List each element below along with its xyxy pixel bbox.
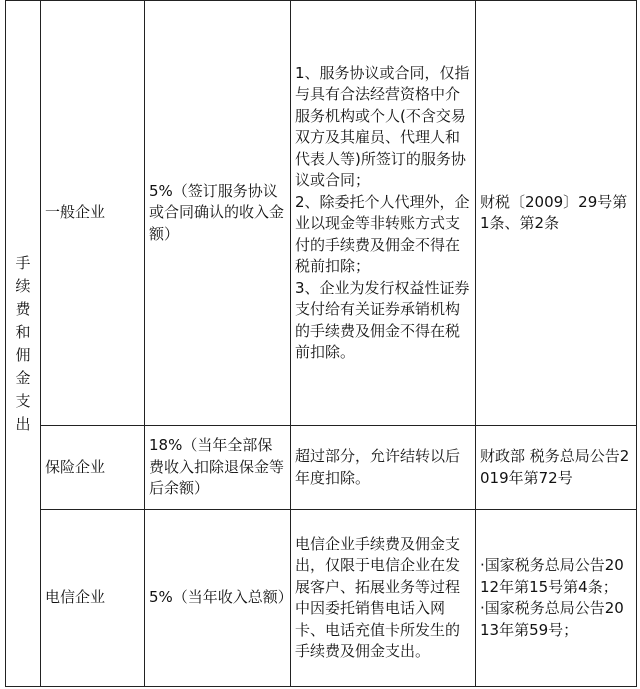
legal-basis-item: ·国家税务总局公告2013年第59号； [480,599,624,639]
legal-basis-cell [476,510,637,687]
description-cell [291,1,476,426]
legal-basis-item: 财税〔2009〕29号第1条、第2条 [480,192,628,232]
deduction-rate-cell: 18%（当年全部保费收入扣除退保金等后余额） [145,426,291,510]
category-label: 手续费和佣金支出 [15,253,31,433]
deduction-rate-cell: 5%（签订服务协议或合同确认的收入金额） [145,1,291,426]
deduction-rate-cell: 5%（当年收入总额） [145,510,291,687]
legal-basis-item: ·国家税务总局公告2012年第15号第4条； [480,556,624,596]
description-cell [291,426,476,510]
enterprise-type-cell: 保险企业 [41,426,145,510]
legal-basis-cell [476,426,637,510]
category-cell [6,1,41,687]
description-cell [291,510,476,687]
description-item: 电信企业手续费及佣金支出，仅限于电信企业在发展客户、拓展业务等过程中因委托销售电话入网卡、电话充值卡所发生的手续费及佣金支出。 [295,534,461,660]
enterprise-type-cell: 一般企业 [41,1,145,426]
legal-basis-item: 财政部 税务总局公告2019年第72号 [480,447,630,487]
legal-basis-cell [476,1,637,426]
table-row [6,426,637,510]
expense-table [5,0,637,687]
table-row [6,510,637,687]
description-item: 超过部分，允许结转以后年度扣除。 [295,447,461,487]
description-item: 3、企业为发行权益性证券支付给有关证券承销机构的手续费及佣金不得在税前扣除。 [295,278,470,361]
table-row [6,1,637,426]
description-item: 2、除委托个人代理外，企业以现金等非转账方式支付的手续费及佣金不得在税前扣除； [295,192,470,275]
enterprise-type-cell: 电信企业 [41,510,145,687]
description-item: 1、服务协议或合同，仅指与具有合法经营资格中介服务机构或个人(不含交易双方及其雇员、代理人和代表人等)所签订的服务协议或合同； [295,63,470,189]
